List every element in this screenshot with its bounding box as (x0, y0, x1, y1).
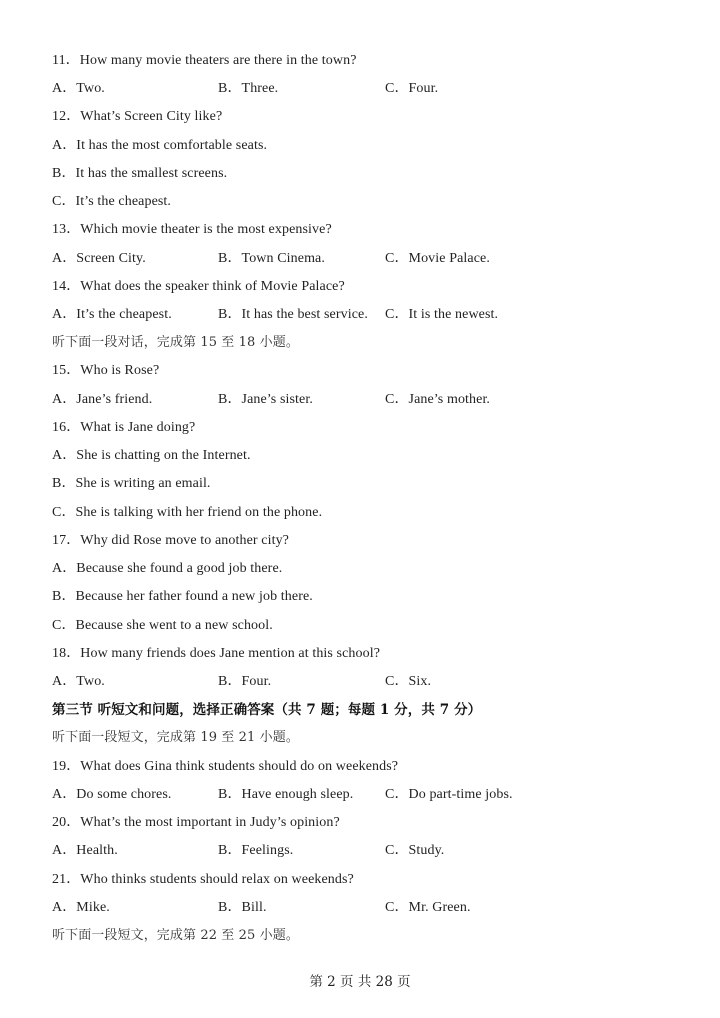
option-c: C．Because she went to a new school. (52, 618, 273, 633)
question-11: 11．How many movie theaters are there in the town? (52, 53, 357, 68)
option-a: A．It has the most comfortable seats. (52, 138, 268, 153)
question-13: 13．Which movie theater is the most expensive? (52, 222, 332, 237)
option-a: A．Screen City. (52, 251, 146, 266)
option-c: C．Study. (385, 843, 445, 858)
option-c: C．It is the newest. (385, 307, 499, 322)
option-b: B．It has the best service. (218, 307, 368, 322)
option-c: C．Movie Palace. (385, 251, 490, 266)
option-c: C．Mr. Green. (385, 900, 471, 915)
question-20: 20．What’s the most important in Judy’s opinion? (52, 815, 340, 830)
option-a: A．Two. (52, 81, 105, 96)
question-21: 21．Who thinks students should relax on weekends? (52, 872, 354, 887)
option-b: B．Bill. (218, 900, 267, 915)
question-15: 15．Who is Rose? (52, 363, 160, 378)
page-number-footer: 第 2 页 共 28 页 (309, 974, 411, 990)
question-12: 12．What’s Screen City like? (52, 109, 223, 124)
option-a: A．She is chatting on the Internet. (52, 448, 251, 463)
option-b: B．Three. (218, 81, 279, 96)
question-14: 14．What does the speaker think of Movie Palace? (52, 279, 345, 294)
option-b: B．Jane’s sister. (218, 392, 313, 407)
option-b: B．Town Cinema. (218, 251, 325, 266)
option-a: A．Health. (52, 843, 118, 858)
question-18: 18．How many friends does Jane mention at this school? (52, 646, 381, 661)
option-b: B．It has the smallest screens. (52, 166, 228, 181)
option-a: A．Mike. (52, 900, 110, 915)
option-a: A．Two. (52, 674, 105, 689)
option-a: A．Do some chores. (52, 787, 172, 802)
option-c: C．She is talking with her friend on the phone. (52, 505, 323, 520)
instruction-15-18: 听下面一段对话，完成第 15 至 18 小题。 (52, 335, 299, 350)
option-b: B．She is writing an email. (52, 476, 211, 491)
option-a: A．It’s the cheapest. (52, 307, 172, 322)
option-a: A．Because she found a good job there. (52, 561, 283, 576)
option-c: C．It’s the cheapest. (52, 194, 172, 209)
question-19: 19．What does Gina think students should do on weekends? (52, 759, 399, 774)
question-17: 17．Why did Rose move to another city? (52, 533, 289, 548)
option-c: C．Four. (385, 81, 439, 96)
option-b: B．Have enough sleep. (218, 787, 354, 802)
option-c: C．Jane’s mother. (385, 392, 491, 407)
option-b: B．Feelings. (218, 843, 294, 858)
option-c: C．Six. (385, 674, 432, 689)
question-16: 16．What is Jane doing? (52, 420, 196, 435)
option-b: B．Four. (218, 674, 272, 689)
instruction-19-21: 听下面一段短文，完成第 19 至 21 小题。 (52, 730, 299, 745)
instruction-22-25: 听下面一段短文，完成第 22 至 25 小题。 (52, 928, 299, 943)
option-c: C．Do part-time jobs. (385, 787, 513, 802)
option-b: B．Because her father found a new job there. (52, 589, 313, 604)
option-a: A．Jane’s friend. (52, 392, 153, 407)
section-3-heading: 第三节 听短文和问题，选择正确答案（共 7 题；每题 1 分，共 7 分） (52, 702, 482, 718)
